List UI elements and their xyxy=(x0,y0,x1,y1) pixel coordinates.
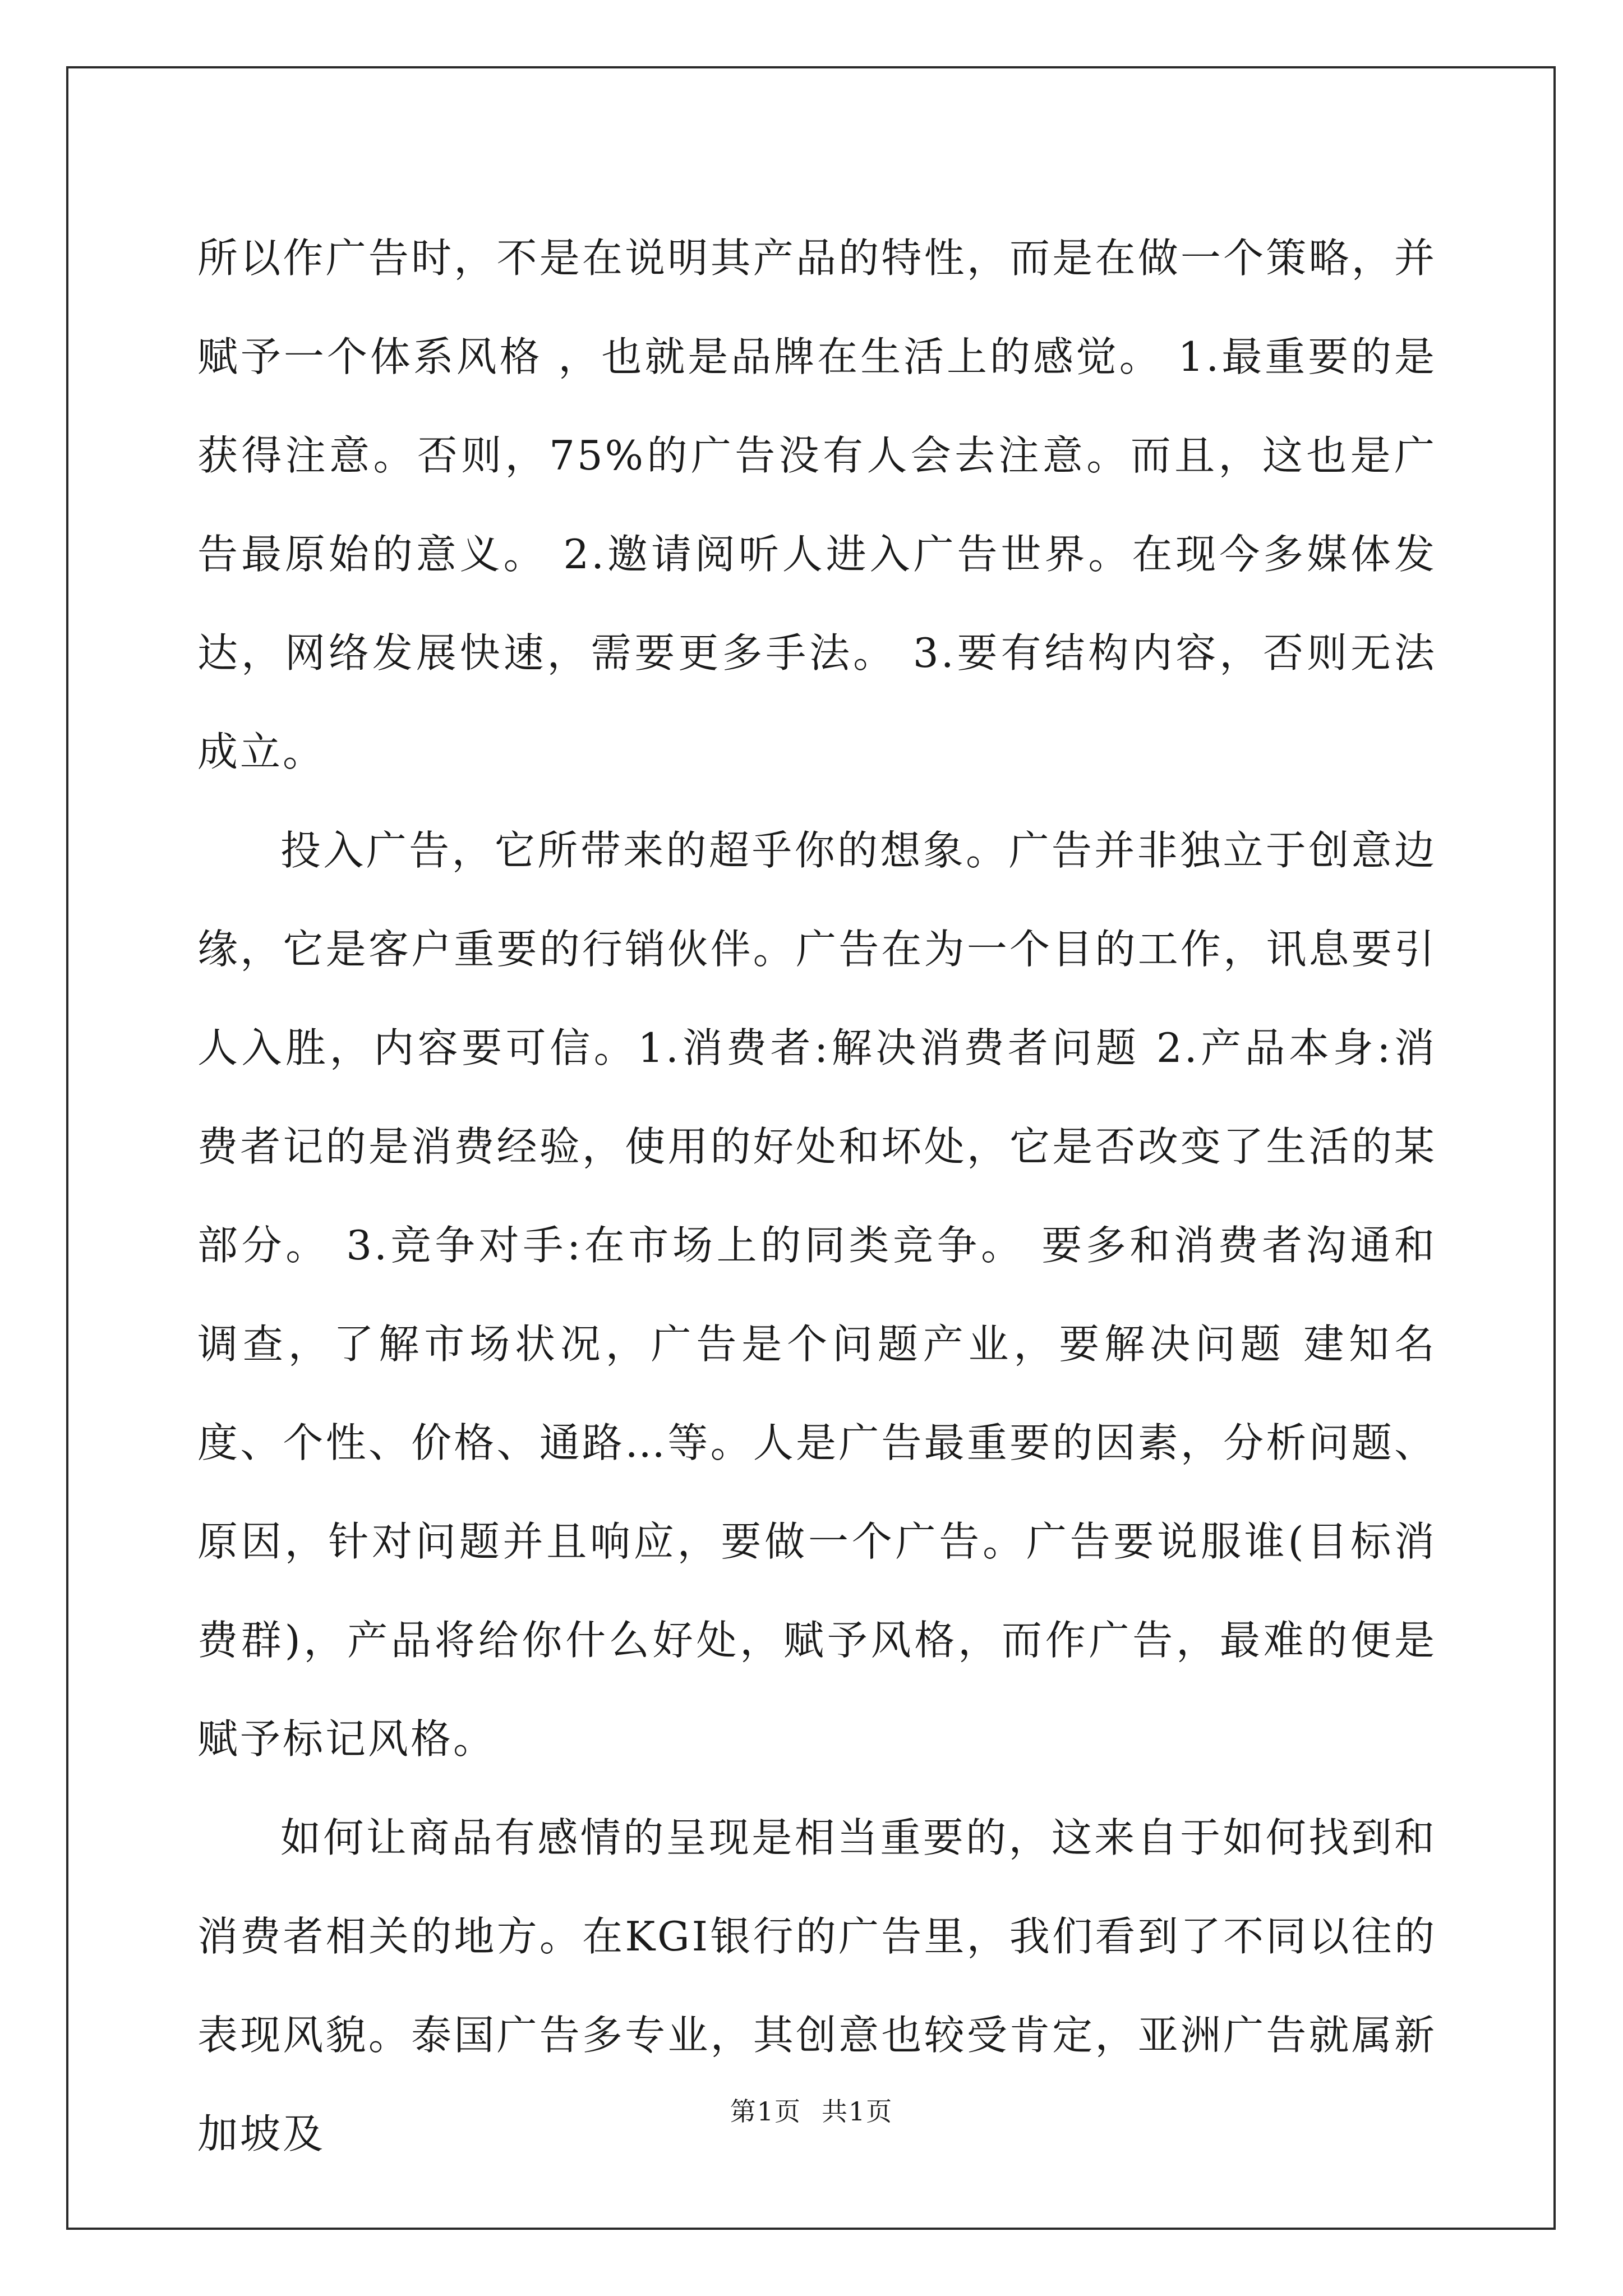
page-footer xyxy=(0,2091,1623,2128)
paragraph-3: 如何让商品有感情的呈现是相当重要的，这来自于如何找到和消费者相关的地方。在KGI银行的广告里，我们看到了不同以往的表现风貌。泰国广告多专业，其创意也较受肯定，亚洲广告就属新加坡及 xyxy=(197,1814,1437,2157)
document-body xyxy=(197,209,1437,2183)
paragraph-1: 所以作广告时，不是在说明其产品的特性，而是在做一个策略，并赋予一个体系风格 ，也就是品牌在生活上的感觉。 1.最重要的是获得注意。否则，75%的广告没有人会去注意。而且，这也是广告最原始的意义。 2.邀请阅听人进入广告世界。在现今多媒体发达，网络发展快速，需要更多手法。 3.要有结构内容，否则无法成立。 xyxy=(197,234,1437,775)
page-total: 共1页 xyxy=(822,2096,893,2127)
page-number: 第1页 xyxy=(730,2096,801,2127)
paragraph-2: 投入广告，它所带来的超乎你的想象。广告并非独立于创意边缘，它是客户重要的行销伙伴。广告在为一个目的工作，讯息要引人入胜，内容要可信。1.消费者:解决消费者问题 2.产品本身:消费者记的是消费经验，使用的好处和坏处，它是否改变了生活的某部分。 3.竞争对手:在市场上的同类竞争。 要多和消费者沟通和调查，了解市场状况，广告是个问题产业，要解决问题 建知名度、个性、价格、通路…等。人是广告最重要的因素，分析问题、原因，针对问题并且响应，要做一个广告。广告要说服谁(目标消费群)，产品将给你什么好处，赋予风格，而作广告，最难的便是赋予标记风格。 xyxy=(197,827,1437,1763)
